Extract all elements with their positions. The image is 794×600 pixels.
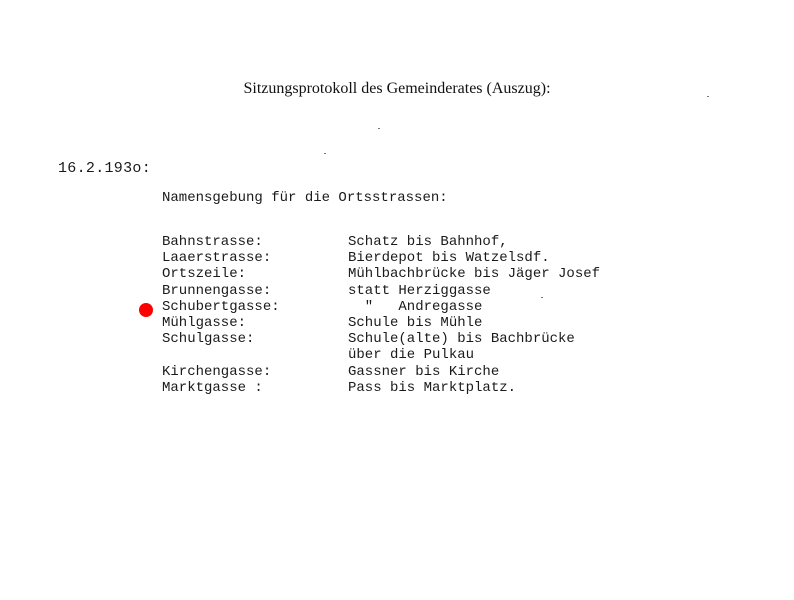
street-name: Brunnengasse:	[162, 282, 272, 299]
street-name: Bahnstrasse:	[162, 234, 263, 250]
street-row	[162, 380, 682, 396]
street-row	[162, 299, 682, 315]
street-list	[162, 234, 682, 396]
street-description: Pass bis Marktplatz.	[348, 379, 517, 396]
street-name: Ortszeile:	[162, 266, 247, 283]
street-description: statt Herziggasse	[348, 282, 491, 299]
street-name	[162, 347, 348, 363]
street-row	[162, 315, 682, 331]
street-row	[162, 364, 682, 380]
street-name: Kirchengasse:	[162, 363, 272, 380]
street-row	[162, 283, 682, 299]
agenda-subtitle: Namensgebung für die Ortsstrassen:	[162, 190, 448, 206]
street-row	[162, 250, 682, 266]
paper-speck	[378, 128, 380, 129]
street-description: Schatz bis Bahnhof,	[348, 234, 508, 250]
paper-speck	[324, 153, 326, 154]
street-name: Schulgasse:	[162, 331, 255, 348]
street-description: Mühlbachbrücke bis Jäger Josef	[348, 266, 601, 283]
street-description: " Andregasse	[348, 298, 483, 315]
paper-speck	[541, 297, 543, 298]
street-row	[162, 266, 682, 282]
street-description: Gassner bis Kirche	[348, 363, 500, 380]
red-dot-marker	[139, 303, 153, 317]
street-description: Bierdepot bis Watzelsdf.	[348, 250, 550, 267]
protocol-heading: Sitzungsprotokoll des Gemeinderates (Auszug):	[243, 80, 551, 97]
street-row	[162, 234, 682, 250]
street-description: Schule bis Mühle	[348, 315, 483, 332]
meeting-date: 16.2.193o:	[58, 160, 152, 177]
street-name: Mühlgasse:	[162, 315, 247, 332]
paper-speck	[707, 96, 709, 97]
street-description: über die Pulkau	[348, 347, 475, 364]
street-row	[162, 347, 682, 363]
street-description: Schule(alte) bis Bachbrücke	[348, 331, 575, 348]
street-row	[162, 331, 682, 347]
street-name: Marktgasse :	[162, 379, 263, 396]
street-name: Schubertgasse:	[162, 298, 280, 315]
street-name: Laaerstrasse:	[162, 250, 272, 267]
